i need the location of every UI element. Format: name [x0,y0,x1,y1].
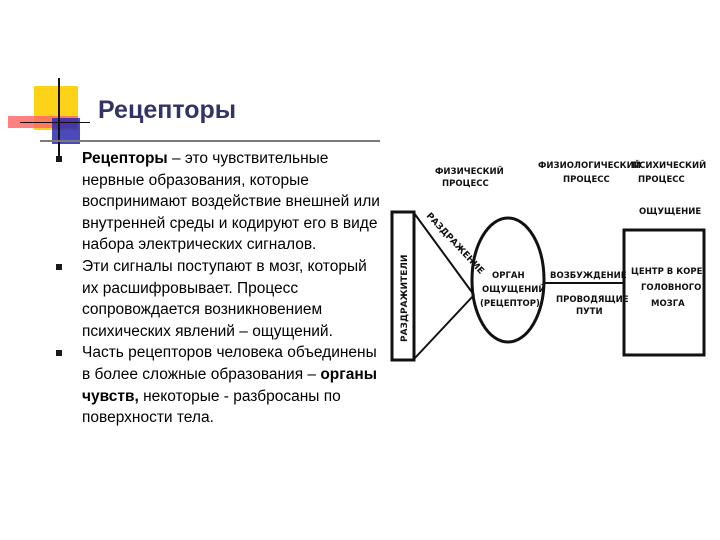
bullet-marker-icon [56,156,62,162]
bullet-lead-bold: Рецепторы [82,150,168,167]
bullet-text: – это чувствительные нервные образования, которые воспринимают воздействие внешней или внутренней среды и кодируют его в виде набора электрических сигналов. [82,150,380,254]
bullet-item-receptors [52,148,382,256]
vertical-line [58,78,60,156]
excitation-label: ВОЗБУЖДЕНИЕ [550,271,627,281]
bullet-text: Часть рецепторов человека объединены в более сложные образования – [82,344,377,383]
irritation-label: РАЗДРАЖЕНИЕ [423,211,486,277]
lower-connector-line [414,295,474,359]
corner-ornament [0,0,120,160]
sensation-label: ОЩУЩЕНИЕ [639,207,702,217]
bullet-marker-icon [56,350,62,356]
header-psychic-line2: ПРОЦЕСС [638,175,685,185]
bullet-item-sense-organs [52,342,382,428]
bullet-marker-icon [56,264,62,270]
title-divider [40,140,380,142]
center-line3: МОЗГА [651,299,685,309]
perception-diagram [388,150,708,370]
header-physical-line2: ПРОЦЕСС [442,179,489,189]
pathways-line2: ПУТИ [576,307,603,317]
bullet-bold-term: органы чувств, [82,365,377,405]
bullet-tail-text: некоторые - разбросаны по поверхности тела. [82,387,341,427]
header-physiological-line2: ПРОЦЕСС [563,175,610,185]
organ-line3: (РЕЦЕПТОР) [480,299,540,309]
organ-line2: ОЩУЩЕНИЙ [482,285,546,295]
center-line2: ГОЛОВНОГО [641,283,702,293]
header-physical-line1: ФИЗИЧЕСКИЙ [435,167,504,177]
header-psychic-line1: ПСИХИЧЕСКИЙ [632,161,707,171]
organ-line1: ОРГАН [492,271,525,281]
slide-title: Рецепторы [98,96,237,124]
horizontal-line [20,122,90,123]
header-physiological-line1: ФИЗИОЛОГИЧЕСКИЙ [538,161,641,171]
bullet-text: Эти сигналы поступают в мозг, который их расшифровывает. Процесс сопровождается возникновением психических явлений – ощущений. [82,257,367,340]
bullet-item-signals [52,256,382,342]
bullet-list [52,148,382,429]
pathways-line1: ПРОВОДЯЩИЕ [556,295,629,305]
irritants-label: РАЗДРАЖИТЕЛИ [400,254,410,342]
center-line1: ЦЕНТР В КОРЕ [631,267,703,277]
